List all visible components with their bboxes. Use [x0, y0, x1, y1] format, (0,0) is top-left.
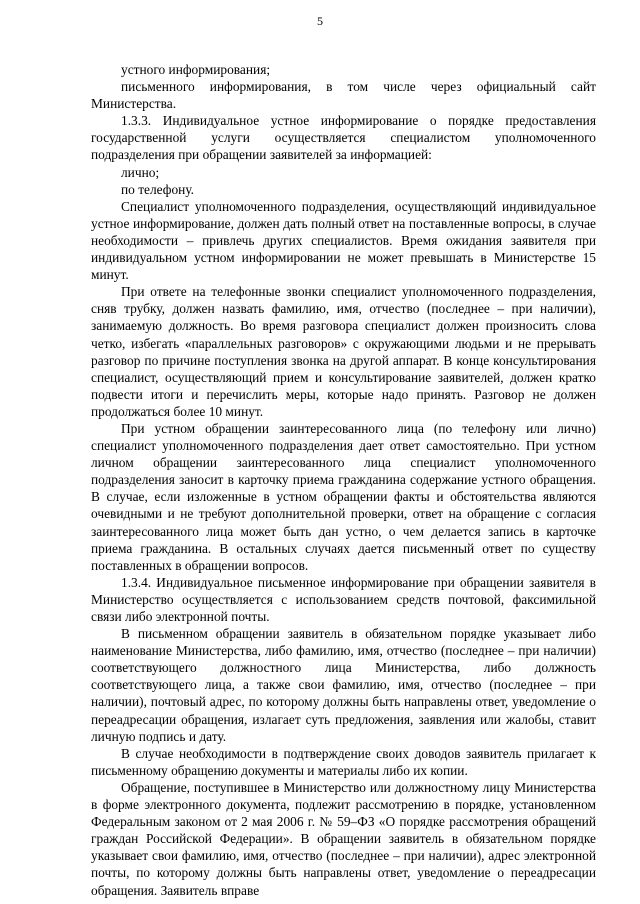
paragraph-attachments: В случае необходимости в подтверждение своих доводов заявитель прилагает к письменному обращению документы и материалы либо их копии. — [91, 745, 596, 778]
paragraph-1-3-4: 1.3.4. Индивидуальное письменное информирование при обращении заявителя в Министерство осуществляется с использованием средств почтовой, факсимильной связи либо электронной почты. — [91, 574, 596, 624]
paragraph-1-3-3: 1.3.3. Индивидуальное устное информирование о порядке предоставления государственной услуги осуществляется специалистом уполномоченного подразделения при обращении заявителей за информацией: — [91, 113, 596, 163]
paragraph-written-appeal-content: В письменном обращении заявитель в обязательном порядке указывает либо наименование Министерства, либо фамилию, имя, отчество (последнее – при наличии) соответствующего должностного лица Министерства, либо должность соответствующего лица, а также свои фамилию, имя, отчество (последнее – при наличии), почтовый адрес, по которому должны быть направлены ответ, уведомление о переадресации обращения, излагает суть предложения, заявления или жалобы, ставит личную подпись и дату. — [91, 626, 596, 744]
page-number: 5 — [317, 14, 323, 28]
paragraph-oral-informing: устного информирования; — [121, 62, 271, 77]
paragraph-in-person: лично; — [121, 164, 160, 180]
paragraph-specialist-duties: Специалист уполномоченного подразделения, осуществляющий индивидуальное устное информирование, должен дать полный ответ на поставленные вопросы, в случае необходимости – привлечь других специалистов. Время ожидания заявителя при индивидуальном устном информировании не может превышать в Министерстве 15 минут. — [91, 198, 596, 283]
paragraph-oral-appeal: При устном обращении заинтересованного лица (по телефону или лично) специалист уполномоченного подразделения дает ответ самостоятельно. При устном личном обращении заинтересованного лица специалист уполномоченного подразделения заносит в карточку приема гражданина содержание устного обращения. В случае, если изложенные в устном обращении факты и обстоятельства являются очевидными и не требуют дополнительной проверки, ответ на обращение с согласия заинтересованного лица может быть дан устно, о чем делается запись в карточке приема гражданина. В остальных случаях дается письменный ответ по существу поставленных в обращении вопросов. — [91, 420, 596, 573]
document-body — [91, 61, 596, 899]
paragraph-by-phone: по телефону. — [121, 181, 195, 197]
paragraph-electronic-appeal: Обращение, поступившее в Министерство или должностному лицу Министерства в форме электронного документа, подлежит рассмотрению в порядке, установленном Федеральным законом от 2 мая 2006 г. № 59–ФЗ «О порядке рассмотрения обращений граждан Российской Федерации». В обращении заявитель в обязательном порядке указывает свои фамилию, имя, отчество (последнее – при наличии), адрес электронной почты, по которому должны быть направлены ответ, уведомление о переадресации обращения. Заявитель вправе — [91, 779, 596, 898]
paragraph-phone-calls: При ответе на телефонные звонки специалист уполномоченного подразделения, сняв трубку, должен назвать фамилию, имя, отчество (последнее – при наличии), занимаемую должность. Во время разговора специалист должен произносить слова четко, избегать «параллельных разговоров» с окружающими людьми и не прерывать разговор по причине поступления звонка на другой аппарат. В конце консультирования специалист, осуществляющий прием и консультирование заявителей, должен кратко подвести итоги и перечислить меры, которые надо принять. Разговор не должен продолжаться более 10 минут. — [91, 284, 596, 419]
paragraph-written-informing: письменного информирования, в том числе через официальный сайт Министерства. — [91, 79, 596, 112]
